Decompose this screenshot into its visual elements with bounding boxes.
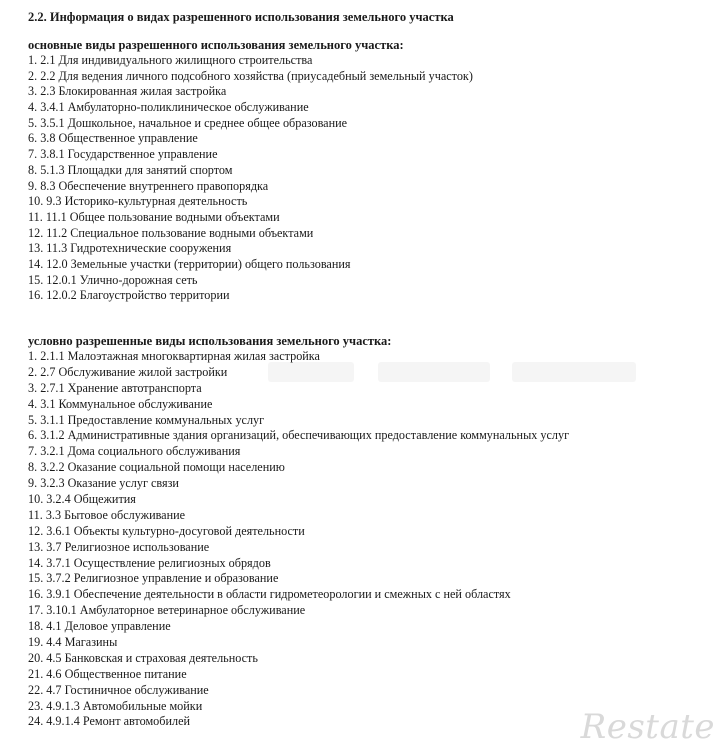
list-item: 12. 3.6.1 Объекты культурно-досуговой деятельности: [28, 523, 305, 538]
list-item: 1. 2.1.1 Малоэтажная многоквартирная жилая застройка: [28, 349, 320, 363]
list-item: 8. 3.2.2 Оказание социальной помощи населению: [28, 460, 285, 475]
list-item: 2. 2.2 Для ведения личного подсобного хозяйства (приусадебный земельный участок): [28, 68, 473, 83]
list-item: 11. 11.1 Общее пользование водными объектами: [28, 209, 280, 224]
list-item: 6. 3.1.2 Административные здания организаций, обеспечивающих предоставление коммунальных услуг: [28, 428, 570, 443]
list-item: 12. 11.2 Специальное пользование водными объектами: [28, 225, 314, 240]
main-uses-list: [28, 53, 717, 304]
list-item: 11. 3.3 Бытовое обслуживание: [28, 507, 186, 522]
list-item: 20. 4.5 Банковская и страховая деятельность: [28, 650, 258, 665]
list-item: 17. 3.10.1 Амбулаторное ветеринарное обслуживание: [28, 603, 306, 618]
section-title: 2.2. Информация о видах разрешенного использования земельного участка: [28, 10, 454, 24]
list-item: 2. 2.7 Обслуживание жилой застройки: [28, 364, 228, 379]
conditional-uses-list: [28, 349, 717, 730]
list-item: 6. 3.8 Общественное управление: [28, 131, 198, 146]
list-item: 15. 12.0.1 Улично-дорожная сеть: [28, 272, 198, 287]
list-item: 3. 2.7.1 Хранение автотранспорта: [28, 380, 202, 395]
list-item: 16. 12.0.2 Благоустройство территории: [28, 288, 230, 303]
document-page: [28, 9, 717, 730]
list-item: 15. 3.7.2 Религиозное управление и образование: [28, 571, 279, 586]
list-item: 23. 4.9.1.3 Автомобильные мойки: [28, 698, 203, 713]
list-item: 24. 4.9.1.4 Ремонт автомобилей: [28, 714, 191, 729]
list-item: 13. 3.7 Религиозное использование: [28, 539, 210, 554]
conditional-uses-heading: условно разрешенные виды использования земельного участка:: [28, 334, 392, 348]
list-item: 5. 3.1.1 Предоставление коммунальных услуг: [28, 412, 265, 427]
list-item: 22. 4.7 Гостиничное обслуживание: [28, 682, 209, 697]
main-uses-heading: основные виды разрешенного использования земельного участка:: [28, 38, 404, 52]
list-item: 14. 3.7.1 Осуществление религиозных обрядов: [28, 555, 271, 570]
list-item: 4. 3.1 Коммунальное обслуживание: [28, 396, 213, 411]
list-item: 10. 9.3 Историко-культурная деятельность: [28, 194, 248, 209]
list-item: 14. 12.0 Земельные участки (территории) общего пользования: [28, 256, 351, 271]
main-uses-group: [28, 37, 717, 304]
list-item: 18. 4.1 Деловое управление: [28, 619, 171, 634]
list-item: 7. 3.8.1 Государственное управление: [28, 147, 218, 162]
conditional-uses-group: [28, 333, 717, 730]
list-item: 19. 4.4 Магазины: [28, 635, 118, 650]
list-item: 8. 5.1.3 Площадки для занятий спортом: [28, 162, 233, 177]
list-item: 1. 2.1 Для индивидуального жилищного строительства: [28, 53, 313, 67]
list-item: 7. 3.2.1 Дома социального обслуживания: [28, 444, 241, 459]
list-item: 4. 3.4.1 Амбулаторно-поликлиническое обслуживание: [28, 100, 309, 115]
list-item: 16. 3.9.1 Обеспечение деятельности в области гидрометеорологии и смежных с ней областях: [28, 587, 511, 602]
list-item: 9. 3.2.3 Оказание услуг связи: [28, 476, 179, 491]
list-item: 10. 3.2.4 Общежития: [28, 492, 136, 507]
restate-watermark: Restate: [580, 707, 715, 747]
list-item: 13. 11.3 Гидротехнические сооружения: [28, 241, 232, 256]
list-item: 21. 4.6 Общественное питание: [28, 666, 187, 681]
list-item: 9. 8.3 Обеспечение внутреннего правопорядка: [28, 178, 269, 193]
list-item: 5. 3.5.1 Дошкольное, начальное и среднее общее образование: [28, 115, 348, 130]
list-item: 3. 2.3 Блокированная жилая застройка: [28, 84, 227, 99]
